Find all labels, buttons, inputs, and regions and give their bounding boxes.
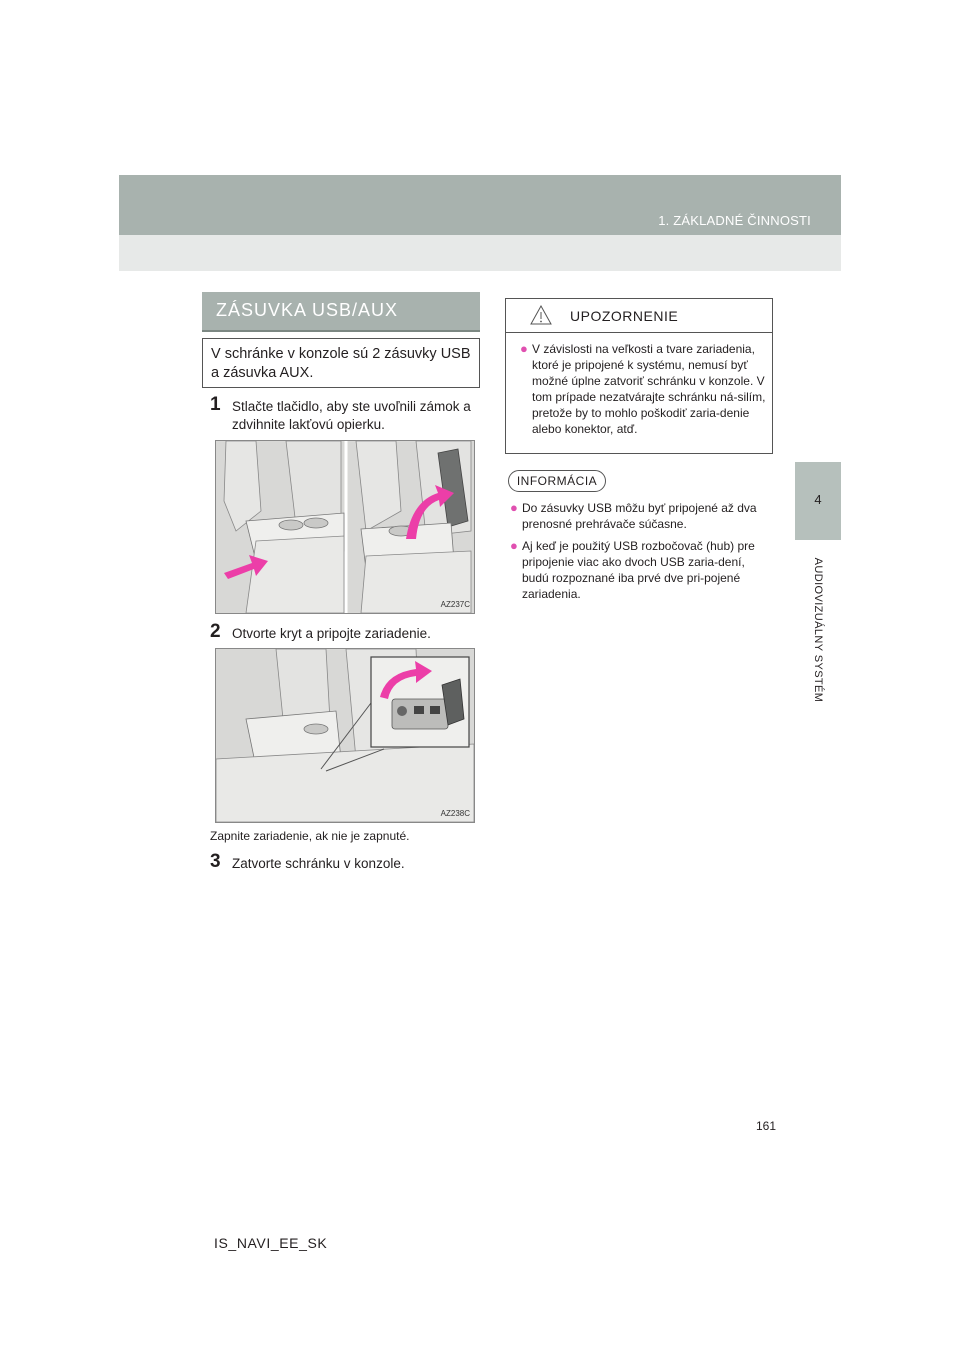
usb-socket-drawing <box>216 649 474 822</box>
chapter-tab <box>795 462 841 540</box>
caution-text: V závislosti na veľkosti a tvare zariadenia, ktoré je pripojené k systému, nemusí byť možné úplne zatvoriť schránku v konzole. V tom prípade nezatvárajte schránku ná-silím, pretože by to mohlo poškodiť zaria-denie alebo konektor, atď. <box>532 342 766 436</box>
caution-body <box>520 341 768 437</box>
information-bullet-icon: ● <box>510 500 518 515</box>
usb-socket-illustration <box>215 648 475 823</box>
caution-title: UPOZORNENIE <box>570 308 679 324</box>
caution-box <box>505 298 773 454</box>
step-2-text: Otvorte kryt a pripojte zariadenie. <box>232 626 431 641</box>
step-1-number: 1 <box>210 394 221 415</box>
armrest-illustration <box>215 440 475 614</box>
document-code: IS_NAVI_EE_SK <box>214 1235 328 1251</box>
header-band <box>119 175 841 235</box>
step-3 <box>210 851 405 872</box>
page-number: 161 <box>756 1119 777 1133</box>
section-subheading: V schránke v konzole sú 2 zásuvky USB a zásuvka AUX. <box>202 338 480 388</box>
caution-bullet-icon: ● <box>520 341 528 356</box>
section-heading-text: ZÁSUVKA USB/AUX <box>216 300 399 320</box>
warning-triangle-icon <box>530 305 552 325</box>
section-heading <box>202 292 480 332</box>
caution-item <box>520 341 768 437</box>
information-badge: INFORMÁCIA <box>508 470 606 492</box>
step-1-text: Stlačte tlačidlo, aby ste uvoľnili zámok a zdvihnite lakťovú opierku. <box>232 399 471 432</box>
information-item-1 <box>510 500 772 532</box>
header-strip <box>119 235 841 271</box>
step-2-number: 2 <box>210 621 221 642</box>
caution-header <box>506 299 772 333</box>
step-3-number: 3 <box>210 851 221 872</box>
bullet-note <box>210 829 409 843</box>
information-bullet-icon: ● <box>510 538 518 553</box>
bullet-text: Zapnite zariadenie, ak nie je zapnuté. <box>210 829 410 843</box>
information-list <box>510 500 772 608</box>
chapter-side-label-box <box>795 540 841 720</box>
step-1 <box>210 394 471 432</box>
step-2 <box>210 621 431 642</box>
chapter-side-label: AUDIOVIZUÁLNY SYSTÉM <box>812 557 824 703</box>
information-text-2: Aj keď je použitý USB rozbočovač (hub) pre pripojenie viac ako dvoch USB zaria-dení, budú rozpoznané iba prvé dve pri-pojené zariadenia. <box>522 539 755 601</box>
chapter-number: 4 <box>814 492 822 507</box>
illustration-code-1: AZ237C <box>440 600 470 609</box>
armrest-drawing <box>216 441 474 613</box>
illustration-code-2: AZ238C <box>440 809 470 818</box>
information-text-1: Do zásuvky USB môžu byť pripojené až dva prenosné prehrávače súčasne. <box>522 501 757 531</box>
step-3-text: Zatvorte schránku v konzole. <box>232 856 405 871</box>
information-item-2 <box>510 538 772 602</box>
chapter-title: 1. ZÁKLADNÉ ČINNOSTI <box>658 213 811 228</box>
